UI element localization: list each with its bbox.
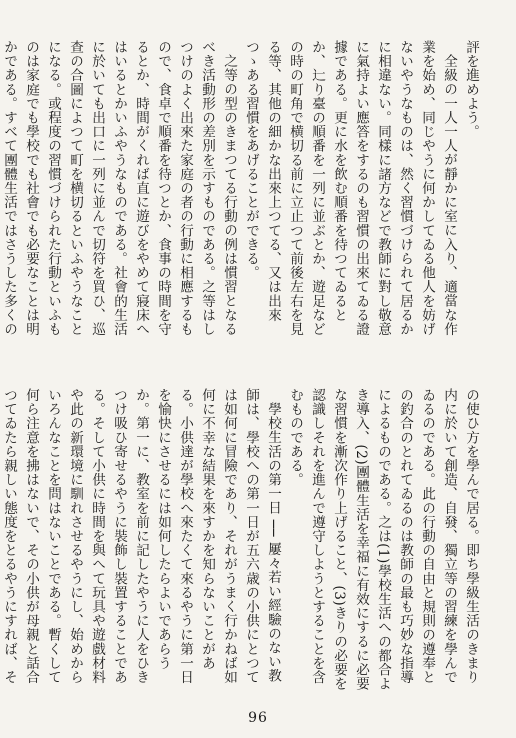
page-number: 96 bbox=[248, 710, 268, 726]
bottom-text-block bbox=[1, 388, 482, 693]
paragraph: 之等の型のきまつてる行動の例は慣習となるべき活動形の差別を示すものである。之等はしつけのよく出來た家庭の者の行動に相應するもので、食卓で順番を待つとか、食事の時間を守るとか、時間がくれば直に遊びをやめて寢床へはいるとかいふやうなものである。社會的生活に於いても出口に一列に並んで切符を買ひ、巡查の合圖によつて町を横切るといふやうなことになる。或程度の習慣づけられた行動といふものは家庭でも學校でも社會でも必要なことは明かである。すべて團體生活ではさうした多くの bbox=[1, 40, 237, 337]
paragraph: の使ひ方を學んで居る。即ち學級生活のきまり内に於いて創造、自發、獨立等の習練を學んでゐるのである。此の行動の自由と規則の遵奉との釣合のとれてゐるのは教師の最も巧妙な指導によるものである。之は(1)學校生活への都合よき導入、(2)團體生活を幸福に有效にするに必要な習慣を漸次作り上げること、(3)きりの必要を認識しそれを進んで遵守しようとすることを含むものである。 bbox=[287, 388, 479, 691]
paragraph: 全級の一人一人が靜かに室に入り、適當な作業を始め、同じやうに何かしてゐる他人を妨げないやうなものは、然く習慣づけられて居るかに相違ない。同樣に諸方などで教師に對し敬意に氣持よい應答をするのも習慣の出來てゐる證據である。更に水を飲む順番を待つてゐるとか、辷り臺の順番を一列に並ぶとか、遊足などの時の町角で横切る前に立止つて前後左右を見る等、其他の細かな出來上つてる、又は出來つゝある習慣をあげることができる。 bbox=[243, 40, 457, 337]
paragraph: 評を進めよう。 bbox=[463, 40, 479, 139]
top-text-block bbox=[1, 40, 482, 340]
paragraph: 學校生活の第一日 ── 屢々若い經驗のない教師は、學校への第一日が五六歳の小供にとつては如何に冒險であり、それがうまく行かねば如何に不幸な結果を來すかを知らないことがある。小供達が學校へ來たくて來るやうに第一日を愉快にさせるには如何したらよいであらうか。第一に、教室を前に記したやうに人をひきつけ吸ひ寄せるやうに裝飾し裝置することである。そして小供に時間を與へて玩具や遊戲材料や此の新環境に馴れさせるやうにし、始めからいろんなことを問はないことである。暫くして何ら注意を拂はないで、その小供が母親と話合つてゐたら親しい態度をとるやうにすれば、そ bbox=[1, 388, 281, 685]
